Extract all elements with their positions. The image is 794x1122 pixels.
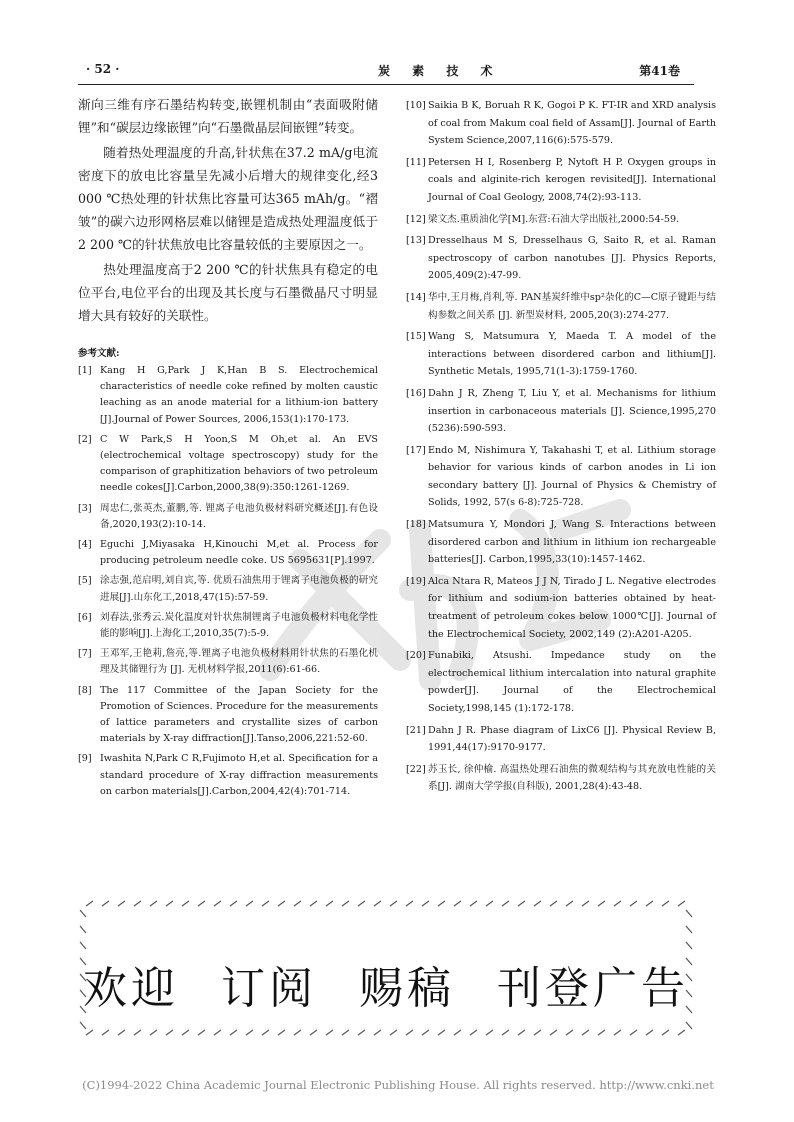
reference-text: 梁文杰.重质油化学[M].东营:石油大学出版社,2000:54-59. — [428, 213, 680, 225]
reference-text: The 117 Committee of the Japan Society for the Promotion of Sciences. Procedure for the measurements of lattice parameters and crystallite sizes of carbon materials by X-ray diffraction[J].Tanso,2006,221:52-60. — [100, 684, 378, 745]
reference-text: Wang S, Matsumura Y, Maeda T. A model of the interactions between disordered carbon and lithium[J]. Synthetic Metals, 1995,71(1-3):1759-1760. — [428, 331, 716, 378]
reference-list-right — [406, 97, 716, 796]
reference-text: Eguchi J,Miyasaka H,Kinouchi M,et al. Process for producing petroleum needle coke. US 5695631[P].1997. — [100, 539, 378, 567]
reference-text: Alca Ntara R, Mateos J J N, Tirado J L. Negative electrodes for lithium and sodium-ion batteries obtained by heat-treatment of petroleum cokes below 1000℃[J]. Journal of the Electrochemical Society, 2002,149 (2):A201-A205. — [428, 575, 716, 640]
reference-number: [3] — [78, 502, 92, 514]
reference-number: [1] — [78, 365, 92, 376]
reference-item — [78, 683, 378, 748]
reference-item — [406, 516, 716, 569]
reference-number: [12] — [406, 213, 426, 225]
reference-item — [406, 761, 716, 796]
reference-item — [406, 573, 716, 643]
reference-number: [17] — [406, 444, 426, 456]
subscription-banner: 欢迎 订阅 赐稿 刊登广告 — [83, 963, 689, 1014]
reference-number: [18] — [406, 519, 426, 531]
page-number: · 52 · — [86, 62, 120, 76]
reference-number: [10] — [406, 100, 426, 111]
reference-number: [9] — [78, 753, 92, 765]
reference-number: [13] — [406, 235, 426, 247]
reference-text: 周忠仁,张英杰,董鹏,等. 锂离子电池负极材料研究概述[J].有色设备,2020,193(2):10-14. — [100, 502, 378, 530]
reference-item — [406, 289, 716, 324]
reference-text: 苏玉长, 徐仲榆. 高温热处理石油焦的微观结构与其充放电性能的关系[J]. 湖南大学学报(自科版), 2001,28(4):43-48. — [428, 763, 716, 793]
reference-text: 王邓军,王艳莉,詹亮,等.锂离子电池负极材料用针状焦的石墨化机理及其储锂行为 [J]. 无机材料学报,2011(6):61-66. — [100, 648, 378, 676]
reference-number: [20] — [406, 650, 426, 662]
journal-name: 炭 素 技 术 — [378, 64, 502, 78]
running-header — [78, 62, 694, 84]
header-rule — [78, 84, 694, 85]
reference-text: Kang H G,Park J K,Han B S. Electrochemical characteristics of needle coke refined by molten caustic leaching as an anode material for a lithium-ion battery [J].Journal of Power Sources, 2006,153(1):170-173. — [100, 365, 378, 425]
reference-text: 涂志强,范启明,刘自宾,等. 优质石油焦用于锂离子电池负极的研究进展[J].山东化工,2018,47(15):57-59. — [100, 575, 378, 603]
reference-text: Iwashita N,Park C R,Fujimoto H,et al. Specification for a standard procedure of X-ray diffraction measurements on carbon materials[J].Carbon,2004,42(4):701-714. — [100, 753, 378, 797]
reference-number: [19] — [406, 575, 426, 587]
reference-number: [4] — [78, 539, 92, 551]
reference-item — [406, 154, 716, 207]
reference-item — [406, 97, 716, 150]
reference-text: Funabiki, Atsushi. Impedance study on the electrochemical lithium intercalation into natural graphite powder[J]. Journal of the Electrochemical Society,1998,145 (1):172-178. — [428, 650, 716, 714]
reference-number: [7] — [78, 648, 92, 660]
reference-item — [78, 646, 378, 678]
reference-number: [2] — [78, 433, 92, 445]
reference-item — [406, 385, 716, 438]
reference-text: Saikia B K, Boruah R K, Gogoi P K. FT-IR and XRD analysis of coal from Makum coal field of Assam[J]. Journal of Earth System Science,2007,116(6):575-579. — [428, 100, 716, 147]
reference-item — [406, 232, 716, 285]
reference-item — [78, 573, 378, 605]
reference-number: [16] — [406, 387, 426, 399]
reference-item — [406, 211, 716, 229]
reference-item — [78, 537, 378, 569]
left-column — [78, 93, 378, 804]
reference-text: Dahn J R. Phase diagram of LixC6 [J]. Physical Review B, 1991,44(17):9170-9177. — [428, 724, 716, 754]
reference-item — [78, 432, 378, 497]
reference-number: [8] — [78, 684, 92, 696]
reference-number: [15] — [406, 331, 426, 343]
reference-text: 刘春法,张秀云.炭化温度对针状焦制锂离子电池负极材料电化学性能的影响[J].上海化工,2010,35(7):5-9. — [100, 611, 378, 640]
reference-item — [78, 501, 378, 533]
reference-number: [6] — [78, 611, 92, 623]
reference-item — [406, 647, 716, 717]
reference-item — [78, 751, 378, 800]
right-column — [406, 97, 716, 800]
references-heading: 参考文献: — [78, 348, 120, 359]
reference-item — [406, 328, 716, 381]
reference-text: Petersen H I, Rosenberg P, Nytoft H P. Oxygen groups in coals and alginite-rich kerogen revisited[J]. International Journal of Coal Geology, 2008,74(2):93-113. — [428, 156, 716, 203]
body-paragraph: 热处理温度高于2 200 ℃的针状焦具有稳定的电位平台,电位平台的出现及其长度与石墨微晶尺寸明显增大具有较好的关联性。 — [78, 262, 378, 323]
reference-number: [14] — [406, 291, 426, 303]
reference-item — [78, 363, 378, 428]
reference-text: C W Park,S H Yoon,S M Oh,et al. An EVS (electrochemical voltage spectroscopy) study for the comparison of graphitization behaviors of two petroleum needle cokes[J].Carbon,2000,38(9):350:1261-1269. — [100, 433, 378, 494]
reference-text: Dresselhaus M S, Dresselhaus G, Saito R, et al. Raman spectroscopy of carbon nanotubes [J]. Physics Reports, 2005,409(2):47-99. — [428, 235, 716, 282]
reference-number: [5] — [78, 575, 92, 587]
reference-number: [22] — [406, 763, 426, 775]
reference-item — [406, 722, 716, 757]
body-paragraph: 渐向三维有序石墨结构转变,嵌锂机制由“表面吸附储锂”和“碳层边缘嵌锂”向“石墨微晶层间嵌锂”转变。 — [78, 97, 378, 135]
copyright-footer: (C)1994-2022 China Academic Journal Electronic Publishing House. All rights reserved. http://www.cnki.net — [82, 1078, 714, 1092]
reference-text: Dahn J R, Zheng T, Liu Y, et al. Mechanisms for lithium insertion in carbonaceous materials [J]. Science,1995,270 (5236):590-593. — [428, 387, 716, 435]
volume-label: 第41卷 — [639, 64, 680, 78]
reference-number: [21] — [406, 724, 426, 736]
reference-list-left — [78, 363, 378, 800]
reference-text: 华中,王月梅,肖利,等. PAN基炭纤维中sp²杂化的C—C原子键距与结构参数之间关系 [J]. 新型炭材料, 2005,20(3):274-277. — [428, 291, 716, 321]
reference-text: Matsumura Y, Mondori J, Wang S. Interactions between disordered carbon and lithium in lithium ion rechargeable batteries[J]. Carbon,1995,33(10):1457-1462. — [428, 519, 716, 566]
reference-item — [78, 610, 378, 642]
body-paragraph: 随着热处理温度的升高,针状焦在37.2 mA/g电流密度下的放电比容量呈先减小后增大的规律变化,经3 000 ℃热处理的针状焦比容量可达365 mAh/g。“褶皱”的碳六边形网格层难以储锂是造成热处理温度低于2 200 ℃的针状焦放电比容量较低的主要原因之一。 — [78, 145, 378, 252]
reference-text: Endo M, Nishimura Y, Takahashi T, et al. Lithium storage behavior for various kinds of carbon anodes in Li ion secondary battery [J]. Journal of Physics & Chemistry of Solids, 1992, 57(s 6-8):725-728. — [428, 444, 716, 509]
reference-item — [406, 442, 716, 512]
reference-number: [11] — [406, 156, 426, 168]
